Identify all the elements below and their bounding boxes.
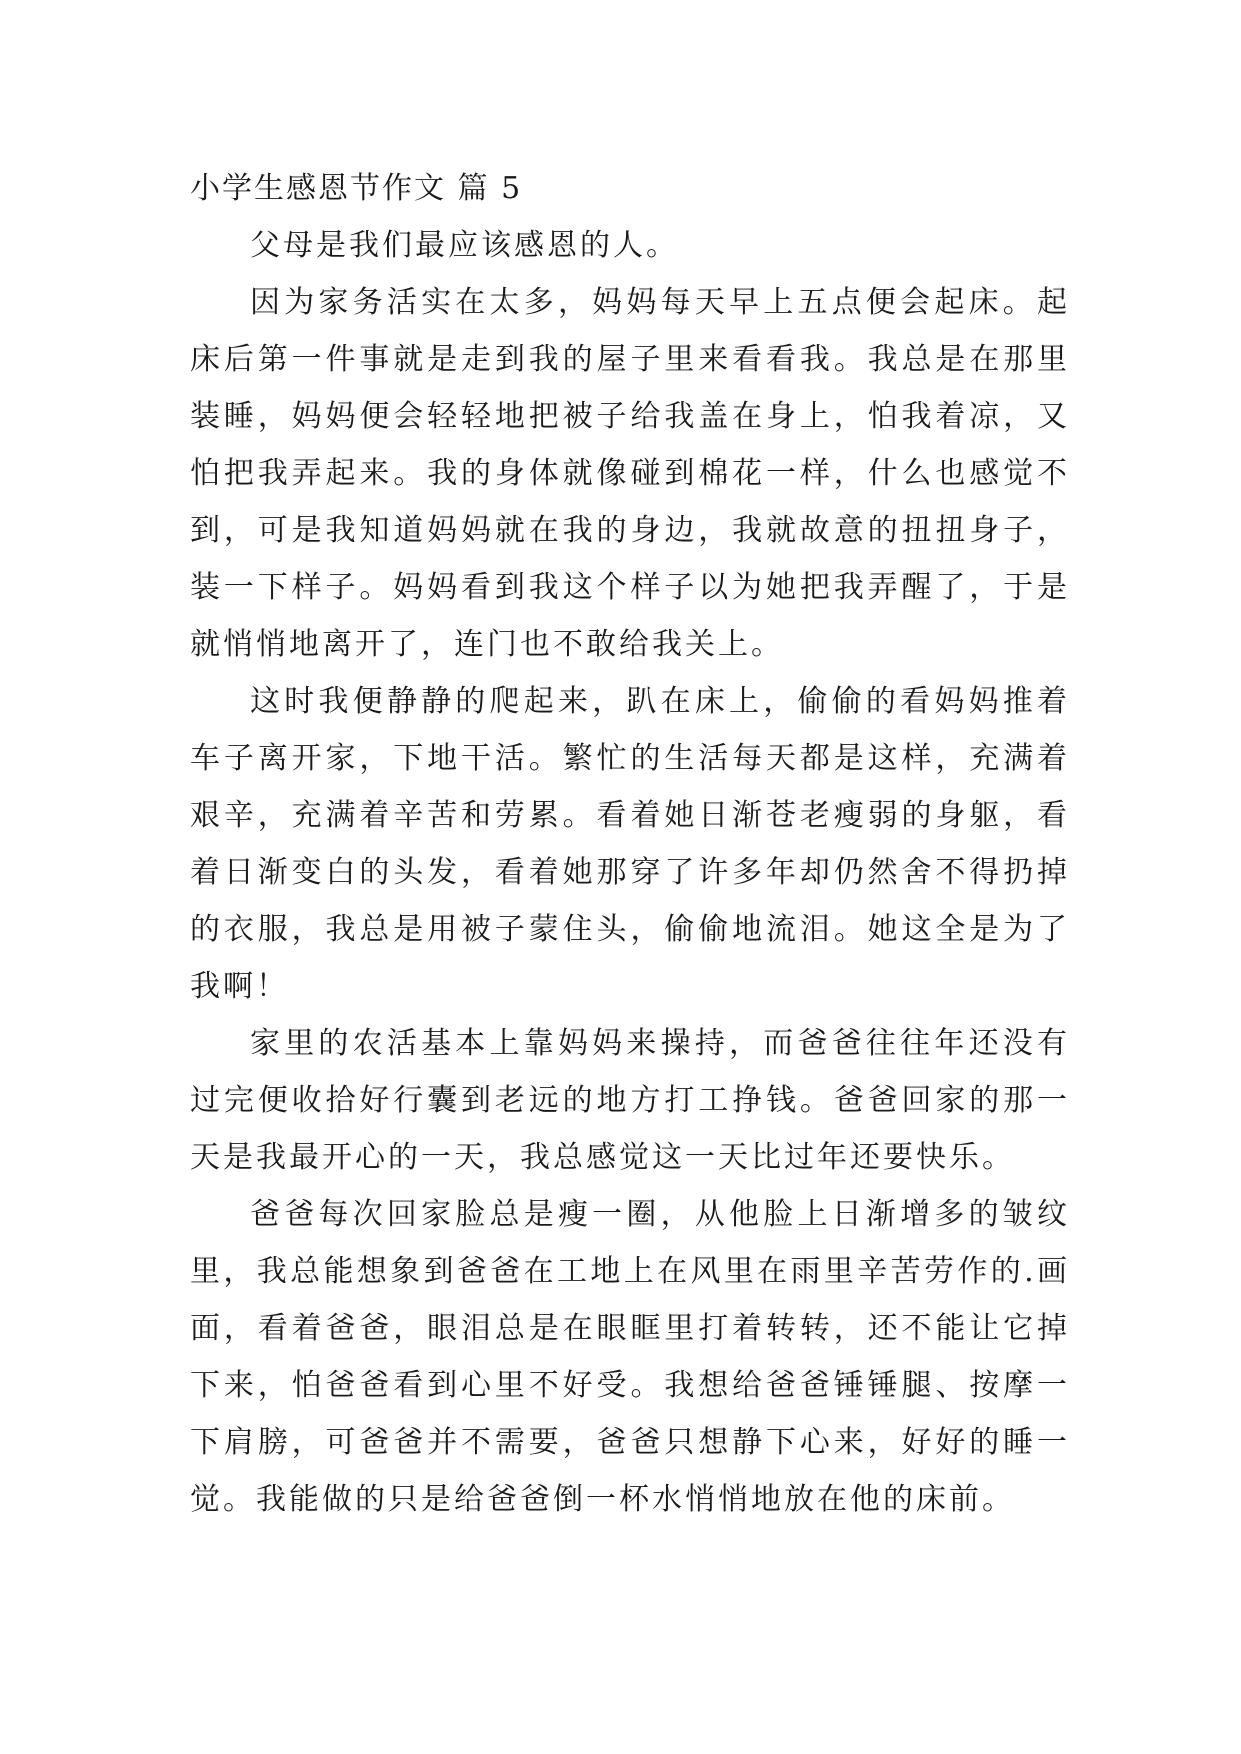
paragraph-4: 家里的农活基本上靠妈妈来操持，而爸爸往往年还没有过完便收拾好行囊到老远的地方打工挣钱。爸爸回家的那一天是我最开心的一天，我总感觉这一天比过年还要快乐。 <box>190 1026 1070 1175</box>
paragraph-1: 父母是我们最应该感恩的人。 <box>250 228 679 263</box>
essay-title: 小学生感恩节作文 篇 5 <box>190 171 523 206</box>
paragraph-3: 这时我便静静的爬起来，趴在床上，偷偷的看妈妈推着车子离开家，下地干活。繁忙的生活每天都是这样，充满着艰辛，充满着辛苦和劳累。看着她日渐苍老瘦弱的身躯，看着日渐变白的头发，看着她那穿了许多年却仍然舍不得扔掉的衣服，我总是用被子蒙住头，偷偷地流泪。她这全是为了我啊！ <box>190 684 1070 1004</box>
paragraph-2: 因为家务活实在太多，妈妈每天早上五点便会起床。起床后第一件事就是走到我的屋子里来看看我。我总是在那里装睡，妈妈便会轻轻地把被子给我盖在身上，怕我着凉，又怕把我弄起来。我的身体就像碰到棉花一样，什么也感觉不到，可是我知道妈妈就在我的身边，我就故意的扭扭身子，装一下样子。妈妈看到我这个样子以为她把我弄醒了，于是就悄悄地离开了，连门也不敢给我关上。 <box>190 285 1070 662</box>
essay-body <box>190 160 1070 1528</box>
paragraph-5: 爸爸每次回家脸总是瘦一圈，从他脸上日渐增多的皱纹里，我总能想象到爸爸在工地上在风里在雨里辛苦劳作的.画面，看着爸爸，眼泪总是在眼眶里打着转转，还不能让它掉下来，怕爸爸看到心里不好受。我想给爸爸锤锤腿、按摩一下肩膀，可爸爸并不需要，爸爸只想静下心来，好好的睡一觉。我能做的只是给爸爸倒一杯水悄悄地放在他的床前。 <box>190 1197 1070 1517</box>
